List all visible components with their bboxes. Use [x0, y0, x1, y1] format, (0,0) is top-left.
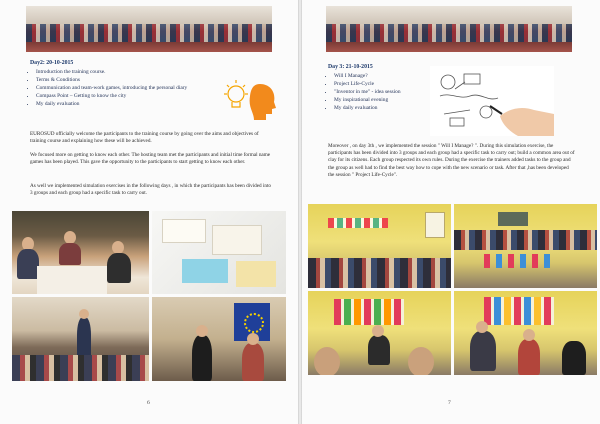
person-head: [196, 325, 208, 337]
person-shape: [107, 253, 131, 283]
wall-notes: [328, 218, 388, 228]
lightbulb-head-icon: [220, 74, 278, 124]
eu-flag-room-photo: [152, 297, 286, 381]
workshop-photo-2: [454, 291, 597, 375]
workshop-photo-1: [308, 291, 451, 375]
person-shape: [470, 331, 496, 371]
note-card: [182, 259, 228, 283]
window-shape: [425, 212, 445, 238]
page-right: [302, 0, 600, 424]
person-shape: [368, 335, 390, 365]
person-shape: [59, 243, 81, 265]
hand-drawing-illustration: [430, 66, 554, 136]
day-heading: Day 3: 21-10-2015: [328, 64, 373, 70]
wall-notes: [484, 297, 554, 325]
agenda-item: • Introduction the training course.: [36, 69, 246, 77]
eu-stars-ring: [244, 313, 264, 333]
floor-shape: [326, 42, 572, 52]
agenda-item: • Communication and team-work games, introducing the personal diary: [36, 85, 246, 93]
page-number: 7: [448, 400, 451, 406]
simulation-paragraph: As well we implemented simulation exercises in the following days , in which the participants has been divided into 3 groups and each group had a specific task to carry out.: [30, 183, 272, 197]
floor-shape: [26, 42, 272, 52]
board-shape: [498, 212, 528, 226]
wall-notes: [334, 299, 404, 325]
note-card: [162, 219, 206, 243]
agenda-item: • "Inventor in me" - idea session: [334, 89, 464, 97]
day-heading: Day2: 20-10-2015: [30, 60, 74, 66]
agenda-item: • My daily evaluation: [36, 101, 246, 109]
note-card: [212, 225, 262, 255]
circle-seating-photo-2: [454, 204, 597, 288]
circle-seating-photo-1: [308, 204, 451, 288]
agenda-item: • Terms & Conditions: [36, 77, 246, 85]
agenda-item: • My daily evaluation: [334, 105, 464, 113]
intro-paragraph: EUROSUD officially welcome the participants to the training course by going over the aims and objectives of training course and explaining how these will be achieved.: [30, 131, 259, 145]
person-head: [247, 333, 259, 345]
group-banner-photo: [326, 6, 572, 52]
person-shape: [518, 339, 540, 375]
dinner-table-photo: [12, 211, 149, 294]
person-head: [314, 347, 340, 375]
group-hall-photo: [12, 297, 149, 381]
person-shape: [242, 343, 264, 381]
agenda-item: • Project Life-Cycle: [334, 81, 464, 89]
seated-group-shape: [454, 230, 597, 250]
seated-group-shape: [308, 258, 451, 288]
person-head: [372, 325, 384, 337]
person-shape: [17, 249, 39, 279]
session-paragraph: Moreover , on day 3th , we implemented the session " Will I Manage? ". During this simulation exercise, the participants has been divided into 3 groups and each group had a specific task to carry out; build a common area out of clay for its citizens. Each group respected its own rules. During the exercise the trainers added tasks to the group and the group as well had to find the best way how to cope with the new scenario or task. After that ,has been developed the session " Project Life-Cycle".: [328, 143, 575, 178]
person-shape: [192, 335, 212, 381]
seated-group-shape: [12, 355, 149, 381]
group-banner-photo: [26, 6, 272, 52]
person-head: [408, 347, 434, 375]
page-left: [0, 0, 298, 424]
floor-markings: [484, 254, 554, 268]
person-head: [79, 309, 89, 319]
person-shape: [562, 341, 586, 375]
table-shape: [37, 266, 107, 294]
sticky-notes-photo: [152, 211, 286, 294]
agenda-item: • My inspirational evening: [334, 97, 464, 105]
getting-to-know-paragraph: We focused more on getting to know each other. The hosting team met the participants and initial time formal name games has been played. This gave the opportunity to the participants to start getting to know each other.: [30, 152, 271, 166]
agenda-item: • Compass Point – Getting to know the city: [36, 93, 246, 101]
person-head: [476, 321, 488, 333]
agenda-list: [24, 69, 246, 109]
note-card: [236, 261, 276, 287]
person-head: [523, 329, 535, 341]
page-number: 6: [147, 400, 150, 406]
agenda-item: • Will I Manage?: [334, 73, 464, 81]
